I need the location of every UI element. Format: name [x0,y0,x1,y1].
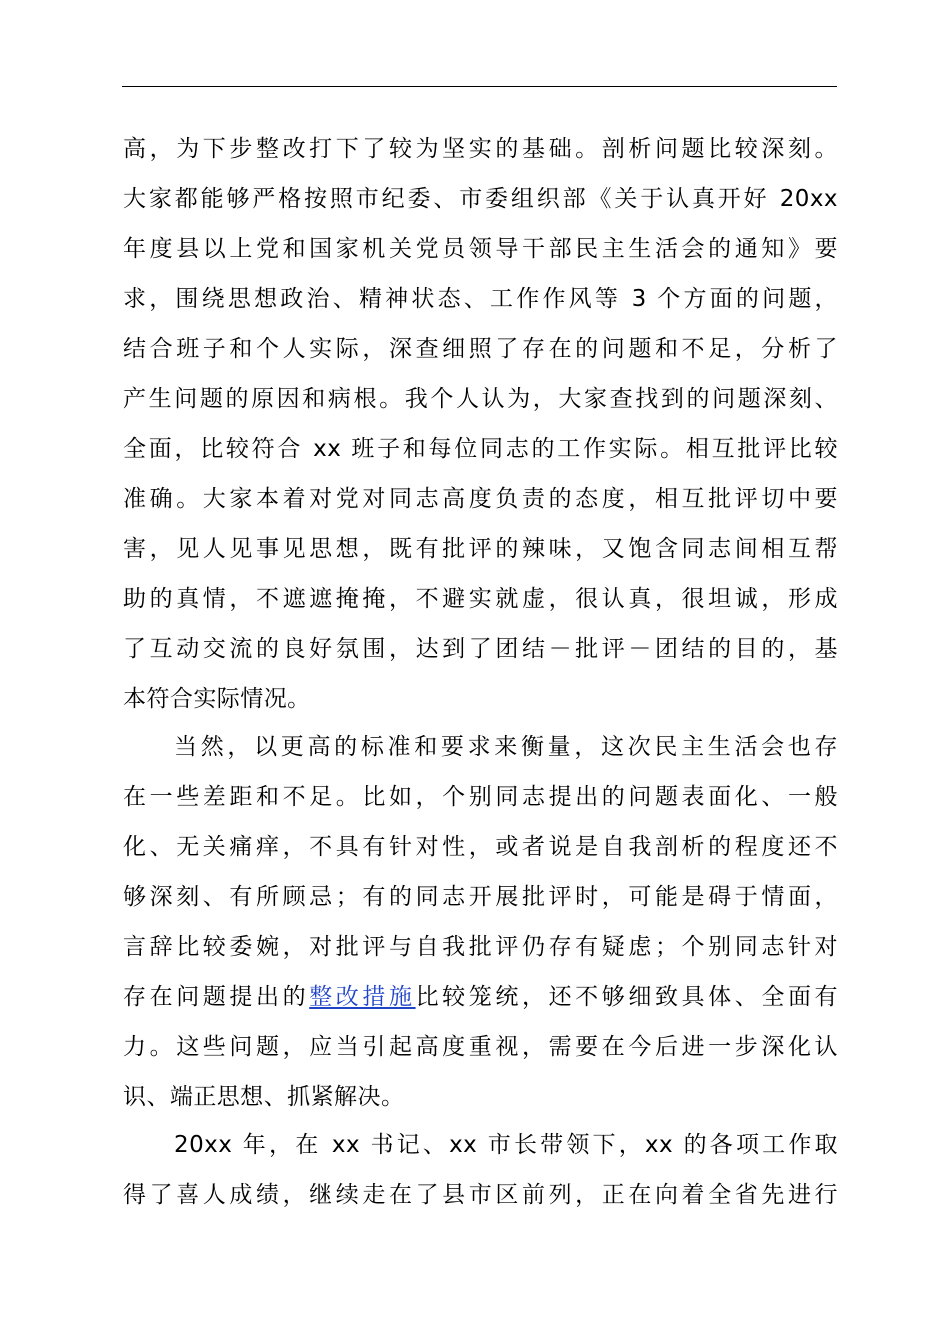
text-line: 结合班子和个人实际，深查细照了存在的问题和不足，分析了 [123,336,838,362]
text-line: 大家都能够严格按照市纪委、市委组织部《关于认真开好 20xx [123,186,838,212]
text-line: 求，围绕思想政治、精神状态、工作作风等 3 个方面的问题， [123,286,838,312]
paragraph-first-line: 20xx 年，在 xx 书记、xx 市长带领下，xx 的各项工作取 [174,1132,838,1158]
text-line: 得了喜人成绩，继续走在了县市区前列，正在向着全省先进行 [123,1182,838,1208]
text-line: 力。这些问题，应当引起高度重视，需要在今后进一步深化认 [123,1034,838,1060]
text-line: 害，见人见事见思想，既有批评的辣味，又饱含同志间相互帮 [123,536,838,562]
paragraph-first-line: 当然，以更高的标准和要求来衡量，这次民主生活会也存 [174,734,838,760]
text-line: 化、无关痛痒，不具有针对性，或者说是自我剖析的程度还不 [123,834,838,860]
header-rule [122,86,837,87]
text-line: 全面，比较符合 xx 班子和每位同志的工作实际。相互批评比较 [123,436,838,462]
text-line-with-link [123,972,838,1022]
text-line: 了互动交流的良好氛围，达到了团结－批评－团结的目的，基 [123,636,838,662]
link-suffix: 比较笼统，还不够细致具体、全面有 [415,984,838,1010]
text-line: 准确。大家本着对党对同志高度负责的态度，相互批评切中要 [123,486,838,512]
text-line: 本符合实际情况。 [123,686,311,712]
text-line: 识、端正思想、抓紧解决。 [123,1084,405,1110]
text-line: 够深刻、有所顾忌；有的同志开展批评时，可能是碍于情面， [123,884,838,910]
rectification-measures-link[interactable]: 整改措施 [309,984,416,1010]
link-prefix: 存在问题提出的 [123,984,310,1010]
text-line: 年度县以上党和国家机关党员领导干部民主生活会的通知》要 [123,236,838,262]
text-line: 在一些差距和不足。比如，个别同志提出的问题表面化、一般 [123,784,838,810]
text-line: 助的真情，不遮遮掩掩，不避实就虚，很认真，很坦诚，形成 [123,586,838,612]
text-line: 产生问题的原因和病根。我个人认为，大家查找到的问题深刻、 [123,386,838,412]
text-line: 言辞比较委婉，对批评与自我批评仍存有疑虑；个别同志针对 [123,934,838,960]
text-line: 高，为下步整改打下了较为坚实的基础。剖析问题比较深刻。 [123,136,838,162]
